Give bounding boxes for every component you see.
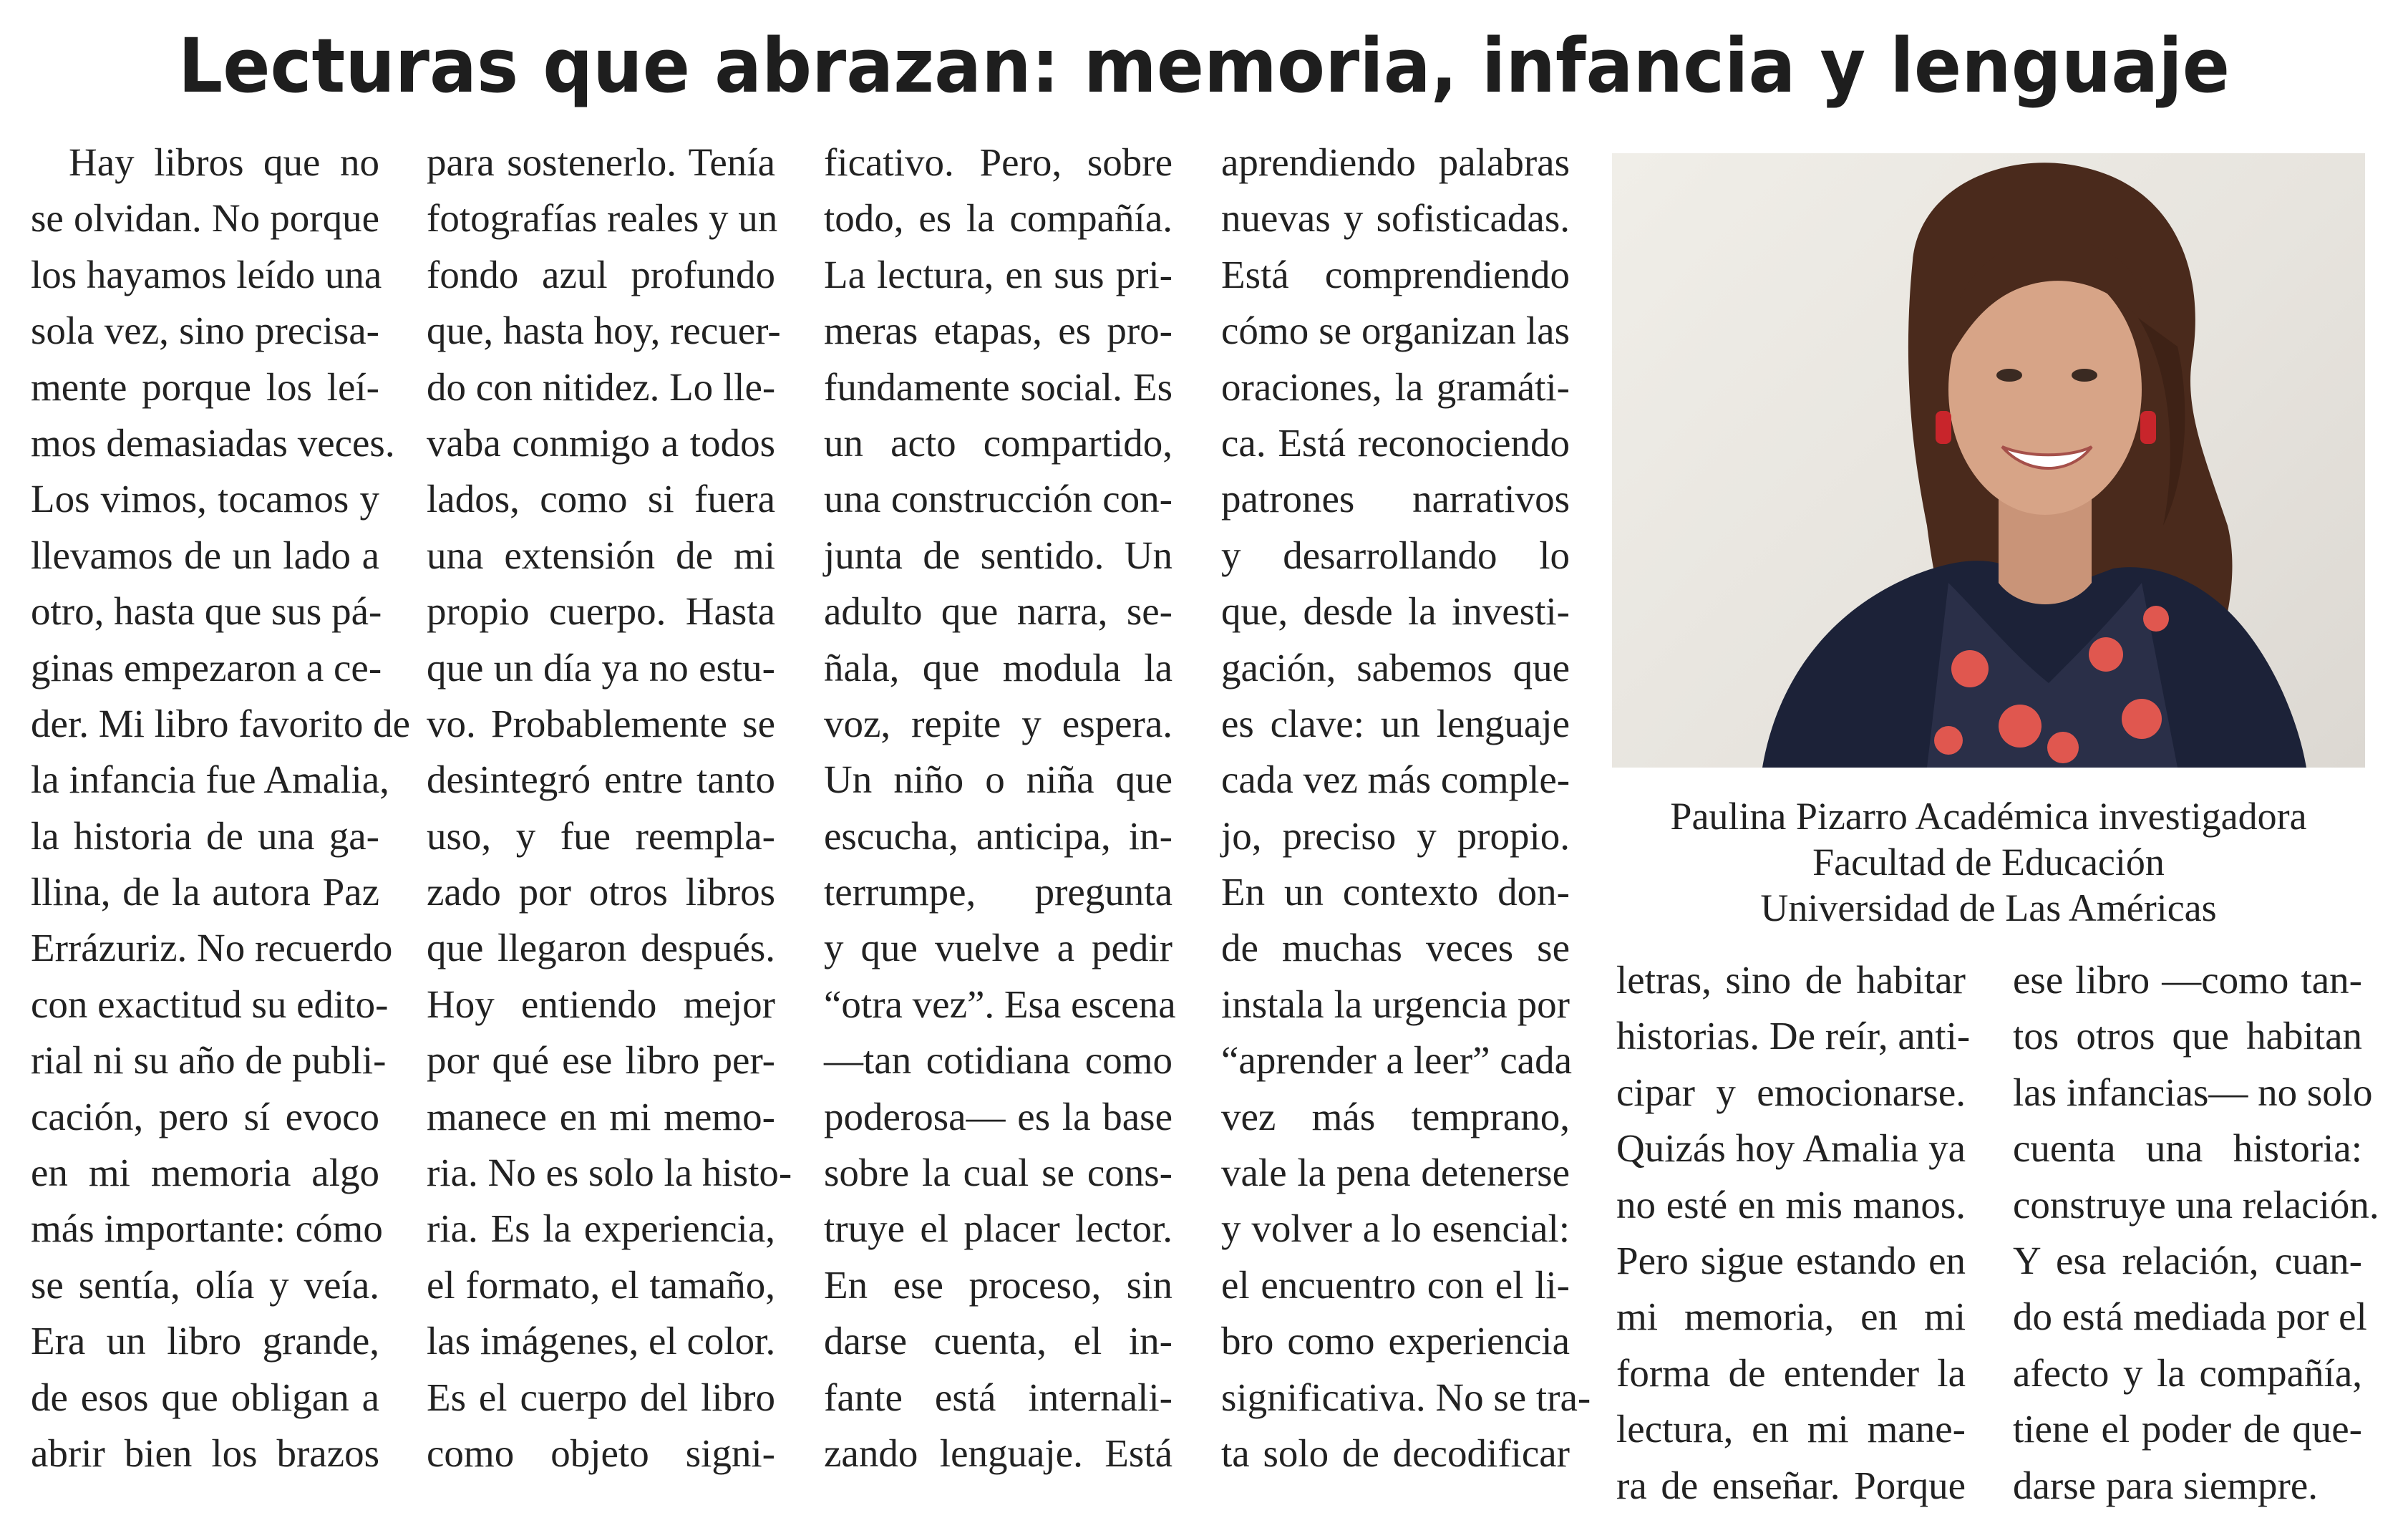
article-line: ca. Está reconociendo bbox=[1221, 420, 1570, 465]
article-column-1 bbox=[31, 135, 411, 1481]
article-line: meras etapas, es pro- bbox=[824, 309, 1173, 353]
article-line: mente porque los leí- bbox=[31, 364, 379, 409]
article-line: zado por otros libros bbox=[427, 870, 775, 914]
article-line: historias. De reír, anti- bbox=[1616, 1014, 1971, 1058]
article-line: que, desde la investi- bbox=[1221, 589, 1570, 634]
article-line: más importante: cómo bbox=[31, 1206, 383, 1251]
article-line: do con nitidez. Lo lle- bbox=[427, 364, 776, 409]
article-line: truye el placer lector. bbox=[824, 1206, 1173, 1251]
article-line: los hayamos leído una bbox=[31, 252, 382, 296]
article-line: zando lenguaje. Está bbox=[824, 1431, 1173, 1475]
caption-name-role: Paulina Pizarro Académica investigadora bbox=[1670, 795, 2307, 838]
article-line: como objeto signi- bbox=[427, 1431, 775, 1475]
article-line: las infancias— no solo bbox=[2013, 1070, 2373, 1114]
article-line: la infancia fue Amalia, bbox=[31, 758, 389, 802]
article-line: Un niño o niña que bbox=[824, 758, 1173, 802]
article-line: y que vuelve a pedir bbox=[824, 926, 1173, 970]
article-column-5 bbox=[1616, 952, 1971, 1514]
article-line: ñala, que modula la bbox=[824, 645, 1173, 690]
article-line: adulto que narra, se- bbox=[824, 589, 1173, 634]
article-line: propio cuerpo. Hasta bbox=[427, 589, 775, 634]
article-line: Hay libros que no bbox=[69, 140, 379, 184]
article-line: en mi memoria algo bbox=[31, 1151, 379, 1195]
article-line: para sostenerlo. Tenía bbox=[427, 140, 775, 184]
article-line: instala la urgencia por bbox=[1221, 982, 1570, 1026]
article-line: junta de sentido. Un bbox=[824, 533, 1173, 577]
article-line: Y esa relación, cuan- bbox=[2013, 1238, 2362, 1282]
article-line: “otra vez”. Esa escena bbox=[824, 982, 1176, 1026]
article-line: “aprender a leer” cada bbox=[1221, 1038, 1573, 1083]
article-line: —tan cotidiana como bbox=[824, 1038, 1173, 1083]
article-line: Los vimos, tocamos y bbox=[31, 477, 379, 521]
article-line: las imágenes, el color. bbox=[427, 1319, 776, 1363]
article-line: que llegaron después. bbox=[427, 926, 775, 970]
article-line: ria. No es solo la histo- bbox=[427, 1151, 792, 1195]
article-line: cómo se organizan las bbox=[1221, 309, 1570, 353]
article-line: es clave: un lenguaje bbox=[1221, 701, 1570, 745]
article-line: se sentía, olía y veía. bbox=[31, 1262, 379, 1307]
article-line: sola vez, sino precisa- bbox=[31, 309, 379, 353]
article-line: manece en mi memo- bbox=[427, 1094, 775, 1138]
article-line: fante está internali- bbox=[824, 1375, 1173, 1419]
article-line: ese libro —como tan- bbox=[2013, 958, 2362, 1002]
article-line: Es el cuerpo del libro bbox=[427, 1375, 775, 1419]
article-line: fotografías reales y un bbox=[427, 196, 778, 241]
article-column-2 bbox=[427, 135, 792, 1481]
article-line: En un contexto don- bbox=[1221, 870, 1570, 914]
article-line: uso, y fue reempla- bbox=[427, 813, 775, 858]
article-line: escucha, anticipa, in- bbox=[824, 813, 1173, 858]
article-line: y volver a lo esencial: bbox=[1221, 1206, 1570, 1251]
article-line: Era un libro grande, bbox=[31, 1319, 379, 1363]
article-line: mos demasiadas veces. bbox=[31, 420, 395, 465]
article-line: fundamente social. Es bbox=[824, 364, 1173, 409]
article-line: ficativo. Pero, sobre bbox=[824, 140, 1173, 184]
article-line: cipar y emocionarse. bbox=[1616, 1070, 1966, 1114]
article-title: Lecturas que abrazan: memoria, infancia y lenguaje bbox=[178, 22, 2230, 110]
article-line: no esté en mis manos. bbox=[1616, 1182, 1966, 1227]
article-line: ginas empezaron a ce- bbox=[31, 645, 382, 690]
article-column-4 bbox=[1221, 135, 1591, 1481]
article-line: Errázuriz. No recuerdo bbox=[31, 926, 393, 970]
article-line: significativa. No se tra- bbox=[1221, 1375, 1591, 1419]
article-line: con exactitud su edito- bbox=[31, 982, 389, 1026]
article-line: sobre la cual se cons- bbox=[824, 1151, 1173, 1195]
article-line: do está mediada por el bbox=[2013, 1295, 2367, 1339]
article-line: vale la pena detenerse bbox=[1221, 1151, 1570, 1195]
article-line: bro como experiencia bbox=[1221, 1319, 1570, 1363]
article-line: En ese proceso, sin bbox=[824, 1262, 1173, 1307]
article-line: llina, de la autora Paz bbox=[31, 870, 379, 914]
article-line: un acto compartido, bbox=[824, 420, 1173, 465]
article-line: la historia de una ga- bbox=[31, 813, 379, 858]
article-line: vez más temprano, bbox=[1221, 1094, 1570, 1138]
caption-faculty: Facultad de Educación bbox=[1812, 841, 2165, 884]
article-line: patrones narrativos bbox=[1221, 477, 1570, 521]
author-portrait bbox=[1612, 153, 2365, 768]
article-line: ra de enseñar. Porque bbox=[1616, 1463, 1966, 1507]
article-line: de esos que obligan a bbox=[31, 1375, 379, 1419]
article-line: nuevas y sofisticadas. bbox=[1221, 196, 1570, 241]
photo-caption bbox=[1612, 793, 2365, 931]
article-line: tiene el poder de que- bbox=[2013, 1407, 2362, 1451]
article-line: aprendiendo palabras bbox=[1221, 140, 1570, 184]
article-line: oraciones, la gramáti- bbox=[1221, 364, 1570, 409]
article-line: de muchas veces se bbox=[1221, 926, 1570, 970]
article-line: todo, es la compañía. bbox=[824, 196, 1173, 241]
article-line: otro, hasta que sus pá- bbox=[31, 589, 382, 634]
article-line: jo, preciso y propio. bbox=[1221, 813, 1570, 858]
article-line: der. Mi libro favorito de bbox=[31, 701, 411, 745]
article-line: darse cuenta, el in- bbox=[824, 1319, 1173, 1363]
article-line: cada vez más comple- bbox=[1221, 758, 1570, 802]
portrait-photo-icon bbox=[1612, 153, 2365, 768]
article-line: tos otros que habitan bbox=[2013, 1014, 2362, 1058]
article-column-3 bbox=[824, 135, 1176, 1481]
article-line: abrir bien los brazos bbox=[31, 1431, 379, 1475]
article-line: fondo azul profundo bbox=[427, 252, 775, 296]
article-line: forma de entender la bbox=[1616, 1350, 1966, 1395]
article-line: terrumpe, pregunta bbox=[824, 870, 1173, 914]
article-line: Hoy entiendo mejor bbox=[427, 982, 775, 1026]
article-line: llevamos de un lado a bbox=[31, 533, 379, 577]
article-line: ta solo de decodificar bbox=[1221, 1431, 1570, 1475]
article-line: y desarrollando lo bbox=[1221, 533, 1570, 577]
article-line: que, hasta hoy, recuer- bbox=[427, 309, 781, 353]
article-line: lectura, en mi mane- bbox=[1616, 1407, 1966, 1451]
article-line: vaba conmigo a todos bbox=[427, 420, 775, 465]
article-column-6 bbox=[2013, 952, 2379, 1514]
article-line: que un día ya no estu- bbox=[427, 645, 775, 690]
article-line: afecto y la compañía, bbox=[2013, 1350, 2362, 1395]
article-line: gación, sabemos que bbox=[1221, 645, 1570, 690]
article-line: darse para siempre. bbox=[2013, 1463, 2319, 1507]
article-line: vo. Probablemente se bbox=[427, 701, 775, 745]
article-line: La lectura, en sus pri- bbox=[824, 252, 1173, 296]
article-line: ria. Es la experiencia, bbox=[427, 1206, 775, 1251]
article-line: el encuentro con el li- bbox=[1221, 1262, 1570, 1307]
article-line: Quizás hoy Amalia ya bbox=[1616, 1126, 1966, 1171]
article-line: poderosa— es la base bbox=[824, 1094, 1173, 1138]
article-line: letras, sino de habitar bbox=[1616, 958, 1966, 1002]
article-line: lados, como si fuera bbox=[427, 477, 775, 521]
article-line: voz, repite y espera. bbox=[824, 701, 1173, 745]
article-line: Está comprendiendo bbox=[1221, 252, 1570, 296]
article-line: desintegró entre tanto bbox=[427, 758, 775, 802]
article-line: Pero sigue estando en bbox=[1616, 1238, 1966, 1282]
article-line: cuenta una historia: bbox=[2013, 1126, 2362, 1171]
article-line: una construcción con- bbox=[824, 477, 1173, 521]
caption-university: Universidad de Las Américas bbox=[1760, 886, 2217, 929]
article-line: construye una relación. bbox=[2013, 1182, 2379, 1227]
article-line: una extensión de mi bbox=[427, 533, 775, 577]
article-line: el formato, el tamaño, bbox=[427, 1262, 775, 1307]
article-line: rial ni su año de publi- bbox=[31, 1038, 387, 1083]
article-line: se olvidan. No porque bbox=[31, 196, 379, 241]
article-line: mi memoria, en mi bbox=[1616, 1295, 1966, 1339]
article-line: cación, pero sí evoco bbox=[31, 1094, 379, 1138]
article-line: por qué ese libro per- bbox=[427, 1038, 775, 1083]
